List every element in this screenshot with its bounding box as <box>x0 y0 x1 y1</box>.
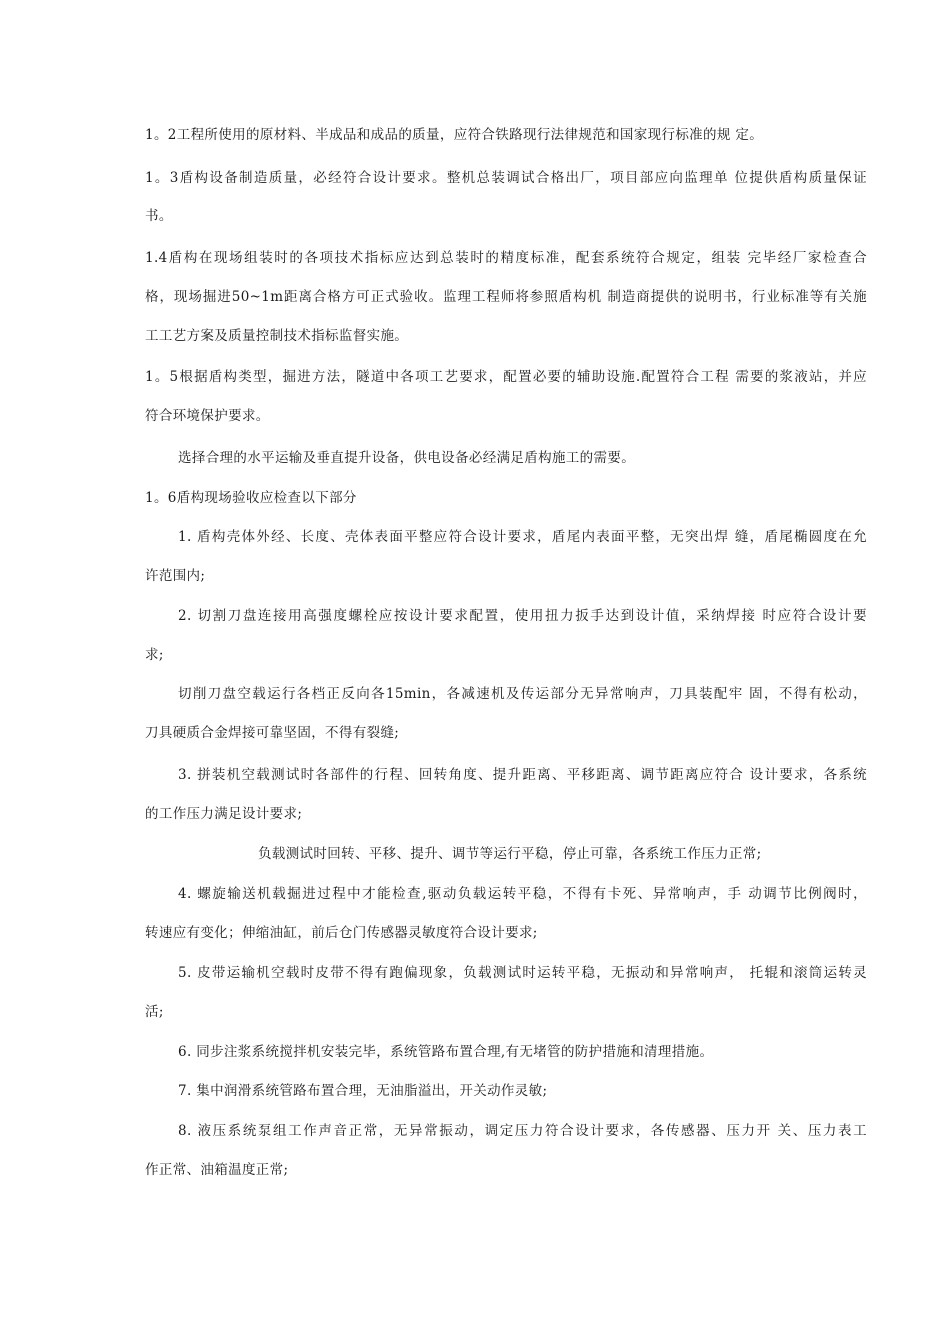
list-item-1-line-1: 1. 盾构壳体外经、长度、壳体表面平整应符合设计要求，盾尾内表面平整，无突出焊 缝，盾尾椭圆度在允 <box>178 529 867 545</box>
list-item-8-line-1: 8. 液压系统泵组工作声音正常，无异常振动，调定压力符合设计要求，各传感器、压力开 关、压力表工 <box>178 1123 867 1139</box>
list-item-5-line-1: 5. 皮带运输机空载时皮带不得有跑偏现象，负载测试时运转平稳，无振动和异常响声， 托辊和滚筒运转灵 <box>178 965 867 981</box>
list-item-3-line-1: 3. 拼装机空载测试时各部件的行程、回转角度、提升距离、平移距离、调节距离应符合 设计要求，各系统 <box>178 767 867 783</box>
paragraph-1-6-heading: 1。6盾构现场验收应检查以下部分 <box>145 490 357 506</box>
paragraph-1-5-line-1: 1。5根据盾构类型，掘进方法，隧道中各项工艺要求，配置必要的辅助设施.配置符合工程 需要的浆液站，并应 <box>145 369 867 385</box>
list-item-6: 6. 同步注浆系统搅拌机安装完毕，系统管路布置合理,有无堵管的防护措施和清理措施。 <box>178 1044 714 1060</box>
list-item-7: 7. 集中润滑系统管路布置合理，无油脂溢出，开关动作灵敏; <box>178 1083 548 1099</box>
list-item-8-line-2: 作正常、油箱温度正常; <box>145 1162 289 1178</box>
load-test-line: 负载测试时回转、平移、提升、调节等运行平稳，停止可靠，各系统工作压力正常; <box>258 846 762 862</box>
paragraph-1-2-line-1: 1。2工程所使用的原材料、半成品和成品的质量，应符合铁路现行法律规范和国家现行标准的规 定。 <box>145 127 764 143</box>
list-item-5-line-2: 活; <box>145 1004 164 1020</box>
paragraph-1-3-line-1: 1。3盾构设备制造质量，必经符合设计要求。整机总装调试合格出厂，项目部应向监理单 位提供盾构质量保证 <box>145 170 867 186</box>
cutter-test-line-1: 切削刀盘空载运行各档正反向各15min，各减速机及传运部分无异常响声，刀具装配牢 固，不得有松动， <box>178 686 867 702</box>
paragraph-1-4-line-2: 格，现场掘进50~1m距离合格方可正式验收。监理工程师将参照盾构机 制造商提供的说明书，行业标准等有关施 <box>145 289 867 305</box>
list-item-2-line-1: 2. 切割刀盘连接用高强度螺栓应按设计要求配置，使用扭力扳手达到设计值，采纳焊接 时应符合设计要 <box>178 608 867 624</box>
list-item-4-line-2: 转速应有变化；伸缩油缸，前后仓门传感器灵敏度符合设计要求; <box>145 925 538 941</box>
list-item-3-line-2: 的工作压力满足设计要求; <box>145 806 303 822</box>
paragraph-transport: 选择合理的水平运输及垂直提升设备，供电设备必经满足盾构施工的需要。 <box>178 450 636 466</box>
paragraph-1-3-line-2: 书。 <box>145 208 173 224</box>
cutter-test-line-2: 刀具硬质合金焊接可靠坚固，不得有裂缝; <box>145 725 400 741</box>
paragraph-1-5-line-2: 符合环境保护要求。 <box>145 408 270 424</box>
paragraph-1-4-line-1: 1.4盾构在现场组装时的各项技术指标应达到总装时的精度标准，配套系统符合规定，组装 完毕经厂家检查合 <box>145 250 867 266</box>
list-item-2-line-2: 求; <box>145 647 164 663</box>
list-item-1-line-2: 许范围内; <box>145 568 206 584</box>
list-item-4-line-1: 4. 螺旋输送机载掘进过程中才能检查,驱动负载运转平稳，不得有卡死、异常响声，手 动调节比例阀时， <box>178 886 867 902</box>
paragraph-1-4-line-3: 工工艺方案及质量控制技术指标监督实施。 <box>145 328 409 344</box>
